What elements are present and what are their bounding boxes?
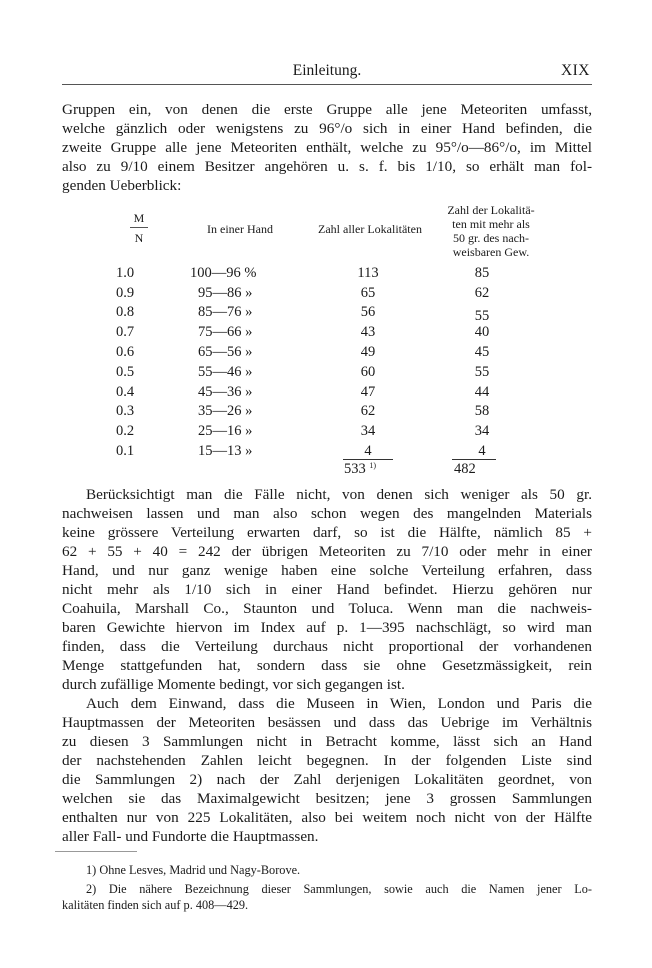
cell-all: 4 xyxy=(364,443,372,459)
text-line: welche gänzlich oder wenigstens zu 96°/o sich in einer Hand befinden, die xyxy=(62,120,592,137)
paragraph-2 xyxy=(62,485,592,694)
text-line: Hauptmassen der Meteoriten besässen und dass das Uebrige im Verhältnis xyxy=(62,714,592,731)
cell-mn: 0.3 xyxy=(116,403,135,419)
running-header xyxy=(62,60,592,85)
cell-all: 34 xyxy=(360,423,376,439)
footnote-rule xyxy=(55,851,137,852)
cell-over50: 58 xyxy=(474,403,490,419)
total-all xyxy=(344,461,376,478)
sum-rule xyxy=(343,459,393,460)
footnote-1 xyxy=(62,862,592,878)
text-line: zu diesen 3 Sammlungen nicht in Betracht komme, lässt sich an Hand xyxy=(62,733,592,750)
table-row xyxy=(110,364,550,383)
cell-hand: 25—16 » xyxy=(198,423,253,439)
table-row xyxy=(110,384,550,403)
text-line: Auch dem Einwand, dass die Museen in Wien, London und Paris die xyxy=(86,695,592,712)
table-row xyxy=(110,304,550,323)
text-line: baren Gewichte hiervon im Index auf p. 1—395 nachschlägt, so wird man xyxy=(62,619,592,636)
text-line: enthalten nur von 225 Lokalitäten, also bei weitem noch nicht von der Hälfte xyxy=(62,809,592,826)
cell-mn: 0.2 xyxy=(116,423,135,439)
chapter-title: Einleitung. xyxy=(292,62,362,79)
cell-mn: 0.5 xyxy=(116,364,135,380)
total-all-value: 533 xyxy=(344,461,366,477)
text-line: also zu 9/10 einem Besitzer angehören u. s. f. bis 1/10, so erhält man fol- xyxy=(62,158,592,175)
footnote-2 xyxy=(62,881,592,913)
cell-all: 47 xyxy=(360,384,376,400)
table-row xyxy=(110,403,550,422)
header-zahl-aller-lokalitaeten: Zahl aller Lokalitäten xyxy=(318,222,422,236)
cell-all: 49 xyxy=(360,344,376,360)
total-over50: 482 xyxy=(454,461,476,477)
cell-mn: 0.8 xyxy=(116,304,135,320)
footnote-line xyxy=(62,862,592,878)
text-line: der nachstehenden Zahlen leicht begegnen. In der folgenden Liste sind xyxy=(62,752,592,769)
cell-mn: 0.9 xyxy=(116,285,135,301)
header-line: Zahl der Lokalitä- xyxy=(447,203,535,217)
text-line: Coahuila, Marshall Co., Staunton und Toluca. Wenn man die nachweis- xyxy=(62,600,592,617)
text-line: Gruppen ein, von denen die erste Gruppe alle jene Meteoriten umfasst, xyxy=(62,101,592,118)
cell-hand: 95—86 » xyxy=(198,285,253,301)
header-line: 50 gr. des nach- xyxy=(453,231,529,245)
cell-over50: 34 xyxy=(474,423,490,439)
page-number: XIX xyxy=(560,62,590,79)
cell-mn: 0.7 xyxy=(116,324,135,340)
text-line: die Sammlungen 2) nach der Zahl derjenigen Lokalitäten geordnet, von xyxy=(62,771,592,788)
paragraph-3 xyxy=(62,694,592,846)
table-row xyxy=(110,285,550,304)
table-row xyxy=(110,344,550,363)
intro-paragraph xyxy=(62,100,592,195)
cell-all: 113 xyxy=(357,265,379,281)
footnote-marker: 1) xyxy=(86,863,97,877)
cell-hand: 100—96 % xyxy=(190,265,257,281)
text-line: nicht mehr als 1/10 sich in einer Hand befindet. Hierzu gehören nur xyxy=(62,581,592,598)
cell-over50: 40 xyxy=(474,324,490,340)
footnote-line: kalitäten finden sich auf p. 408—429. xyxy=(62,898,249,912)
cell-hand: 15—13 » xyxy=(198,443,253,459)
cell-mn: 1.0 xyxy=(116,265,135,281)
cell-all: 56 xyxy=(360,304,376,320)
cell-mn: 0.6 xyxy=(116,344,135,360)
text-line: Hand, und nur ganz wenige haben eine solche Verteilung erfahren, dass xyxy=(62,562,592,579)
cell-over50: 55 xyxy=(474,308,490,324)
table-row xyxy=(110,423,550,442)
cell-hand: 85—76 » xyxy=(198,304,253,320)
footnote-text: Ohne Lesves, Madrid und Nagy-Borove. xyxy=(99,863,301,877)
cell-all: 62 xyxy=(360,403,376,419)
table-row xyxy=(110,265,550,284)
cell-all: 43 xyxy=(360,324,376,340)
cell-over50: 85 xyxy=(474,265,490,281)
text-line: Menge stattgefunden hat, sondern dass sie ohne Gesetzmässigkeit, rein xyxy=(62,657,592,674)
cell-hand: 75—66 » xyxy=(198,324,253,340)
cell-over50: 4 xyxy=(478,443,486,459)
text-line: genden Ueberblick: xyxy=(62,177,182,194)
text-line: durch zufällige Momente bedingt, vor sich gegangen ist. xyxy=(62,676,405,693)
header-lokalitaeten-mehr-als-50gr xyxy=(435,203,547,259)
sum-rule xyxy=(452,459,496,460)
text-line: 62 + 55 + 40 = 242 der übrigen Meteoriten zu 7/10 oder mehr in einer xyxy=(62,543,592,560)
cell-hand: 35—26 » xyxy=(198,403,253,419)
header-m: M xyxy=(130,211,148,228)
cell-over50: 62 xyxy=(474,285,490,301)
cell-over50: 44 xyxy=(474,384,490,400)
cell-all: 65 xyxy=(360,285,376,301)
cell-hand: 65—56 » xyxy=(198,344,253,360)
text-line: Berücksichtigt man die Fälle nicht, von denen sich weniger als 50 gr. xyxy=(86,486,592,503)
text-line: zweite Gruppe alle jene Meteoriten enthält, welche zu 95°/o—86°/o, im Mittel xyxy=(62,139,592,156)
cell-mn: 0.1 xyxy=(116,443,135,459)
footnote-line: 2) Die nähere Bezeichnung dieser Sammlungen, sowie auch die Namen jener Lo- xyxy=(86,882,592,896)
header-line: ten mit mehr als xyxy=(452,217,530,231)
footnote-ref: 1) xyxy=(369,461,377,470)
header-line: weisbaren Gew. xyxy=(452,245,530,259)
text-line: keine grössere Verteilung erwarten darf, so ist die Hälfte, nämlich 85 + xyxy=(62,524,592,541)
cell-hand: 45—36 » xyxy=(198,384,253,400)
text-line: welchen sie das Maximalgewicht besitzen; jene 3 grossen Sammlungen xyxy=(62,790,592,807)
header-in-einer-hand: In einer Hand xyxy=(207,222,273,236)
text-line: nachweisen lassen und man also schon wegen des mangelnden Materials xyxy=(62,505,592,522)
cell-over50: 45 xyxy=(474,344,490,360)
cell-all: 60 xyxy=(360,364,376,380)
cell-over50: 55 xyxy=(474,364,490,380)
header-m-over-n xyxy=(130,211,148,245)
cell-hand: 55—46 » xyxy=(198,364,253,380)
cell-mn: 0.4 xyxy=(116,384,135,400)
header-n: N xyxy=(134,231,144,245)
text-line: finden, dass die Verteilung durchaus nicht proportional der vorhandenen xyxy=(62,638,592,655)
table-row xyxy=(110,324,550,343)
text-line: aller Fall- und Fundorte die Hauptmassen. xyxy=(62,828,319,845)
